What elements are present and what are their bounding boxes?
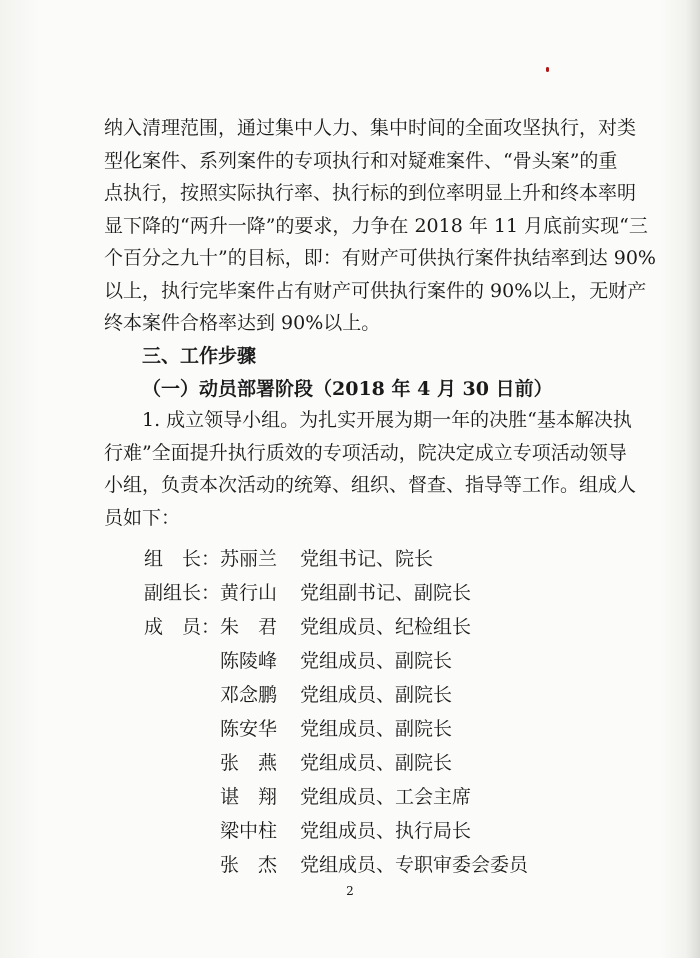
roster-row <box>144 610 604 644</box>
roster-role <box>144 746 220 780</box>
roster-row <box>144 712 604 746</box>
paragraph-1 <box>104 112 656 340</box>
paragraph-2-line: 行难”全面提升执行质效的专项活动，院决定成立专项活动领导 <box>104 441 627 464</box>
roster-title: 党组成员、纪检组长 <box>300 616 472 638</box>
roster-title: 党组副书记、副院长 <box>300 582 472 604</box>
roster-name: 陈陵峰 <box>220 650 278 672</box>
roster-role <box>144 712 220 746</box>
page-number: 2 <box>346 884 354 898</box>
roster-name: 邓念鹏 <box>220 684 278 706</box>
paragraph-2-line: 小组，负责本次活动的统筹、组织、督查、指导等工作。组成人 <box>104 474 637 496</box>
roster-row <box>144 678 604 712</box>
roster-name: 梁中柱 <box>220 820 278 842</box>
roster-title: 党组成员、工会主席 <box>300 786 472 808</box>
roster-role <box>144 644 220 678</box>
roster-role <box>144 814 220 848</box>
subsection-heading: （一）动员部署阶段（2018 年 4 月 30 日前） <box>142 377 553 400</box>
roster-row <box>144 644 604 678</box>
roster-title: 党组成员、副院长 <box>300 752 453 774</box>
paragraph-1-line: 纳入清理范围，通过集中人力、集中时间的全面攻坚执行，对类 <box>104 117 637 139</box>
section-heading: 三、工作步骤 <box>142 345 257 367</box>
paragraph-1-line: 型化案件、系列案件的专项执行和对疑难案件、“骨头案”的重 <box>104 149 618 172</box>
roster-role: 副组长： <box>144 582 221 604</box>
roster-row <box>144 814 604 848</box>
roster-name: 苏丽兰 <box>220 548 278 570</box>
roster-name: 张 燕 <box>220 752 278 774</box>
roster-role: 成 员： <box>144 616 221 638</box>
leadership-roster <box>144 542 604 882</box>
roster-name: 黄行山 <box>220 582 278 604</box>
paragraph-2 <box>104 404 637 534</box>
roster-title: 党组成员、执行局长 <box>300 820 472 842</box>
roster-title: 党组成员、副院长 <box>300 718 453 740</box>
roster-role <box>144 848 220 882</box>
roster-title: 党组成员、专职审委会委员 <box>300 854 529 876</box>
section-block <box>104 340 614 405</box>
roster-role <box>144 780 220 814</box>
roster-title: 党组成员、副院长 <box>300 684 453 706</box>
page-edge-shadow <box>686 0 700 958</box>
roster-role: 组 长： <box>144 548 221 570</box>
paragraph-1-line: 显下降的“两升一降”的要求，力争在 2018 年 11 月底前实现“三 <box>104 214 648 237</box>
roster-row <box>144 848 604 882</box>
paragraph-1-line: 终本案件合格率达到 90%以上。 <box>104 312 381 334</box>
paragraph-1-line: 点执行，按照实际执行率、执行标的到位率明显上升和终本率明 <box>104 182 637 204</box>
paragraph-2-line: 员如下： <box>104 506 181 529</box>
paragraph-1-line: 个百分之九十”的目标，即：有财产可供执行案件执结率到达 90% <box>104 247 656 269</box>
roster-row <box>144 746 604 780</box>
roster-row <box>144 780 604 814</box>
roster-name: 陈安华 <box>220 718 278 740</box>
ink-speck <box>546 67 549 72</box>
roster-name: 张 杰 <box>220 854 278 876</box>
roster-row <box>144 542 604 576</box>
roster-name: 谌 翔 <box>220 786 278 808</box>
paragraph-1-line: 以上，执行完毕案件占有财产可供执行案件的 90%以上，无财产 <box>104 279 647 302</box>
paragraph-2-line: 1. 成立领导小组。为扎实开展为期一年的决胜“基本解决执 <box>142 409 632 431</box>
roster-title: 党组成员、副院长 <box>300 650 453 672</box>
roster-row <box>144 576 604 610</box>
roster-title: 党组书记、院长 <box>300 548 434 570</box>
roster-name: 朱 君 <box>220 616 278 638</box>
roster-role <box>144 678 220 712</box>
